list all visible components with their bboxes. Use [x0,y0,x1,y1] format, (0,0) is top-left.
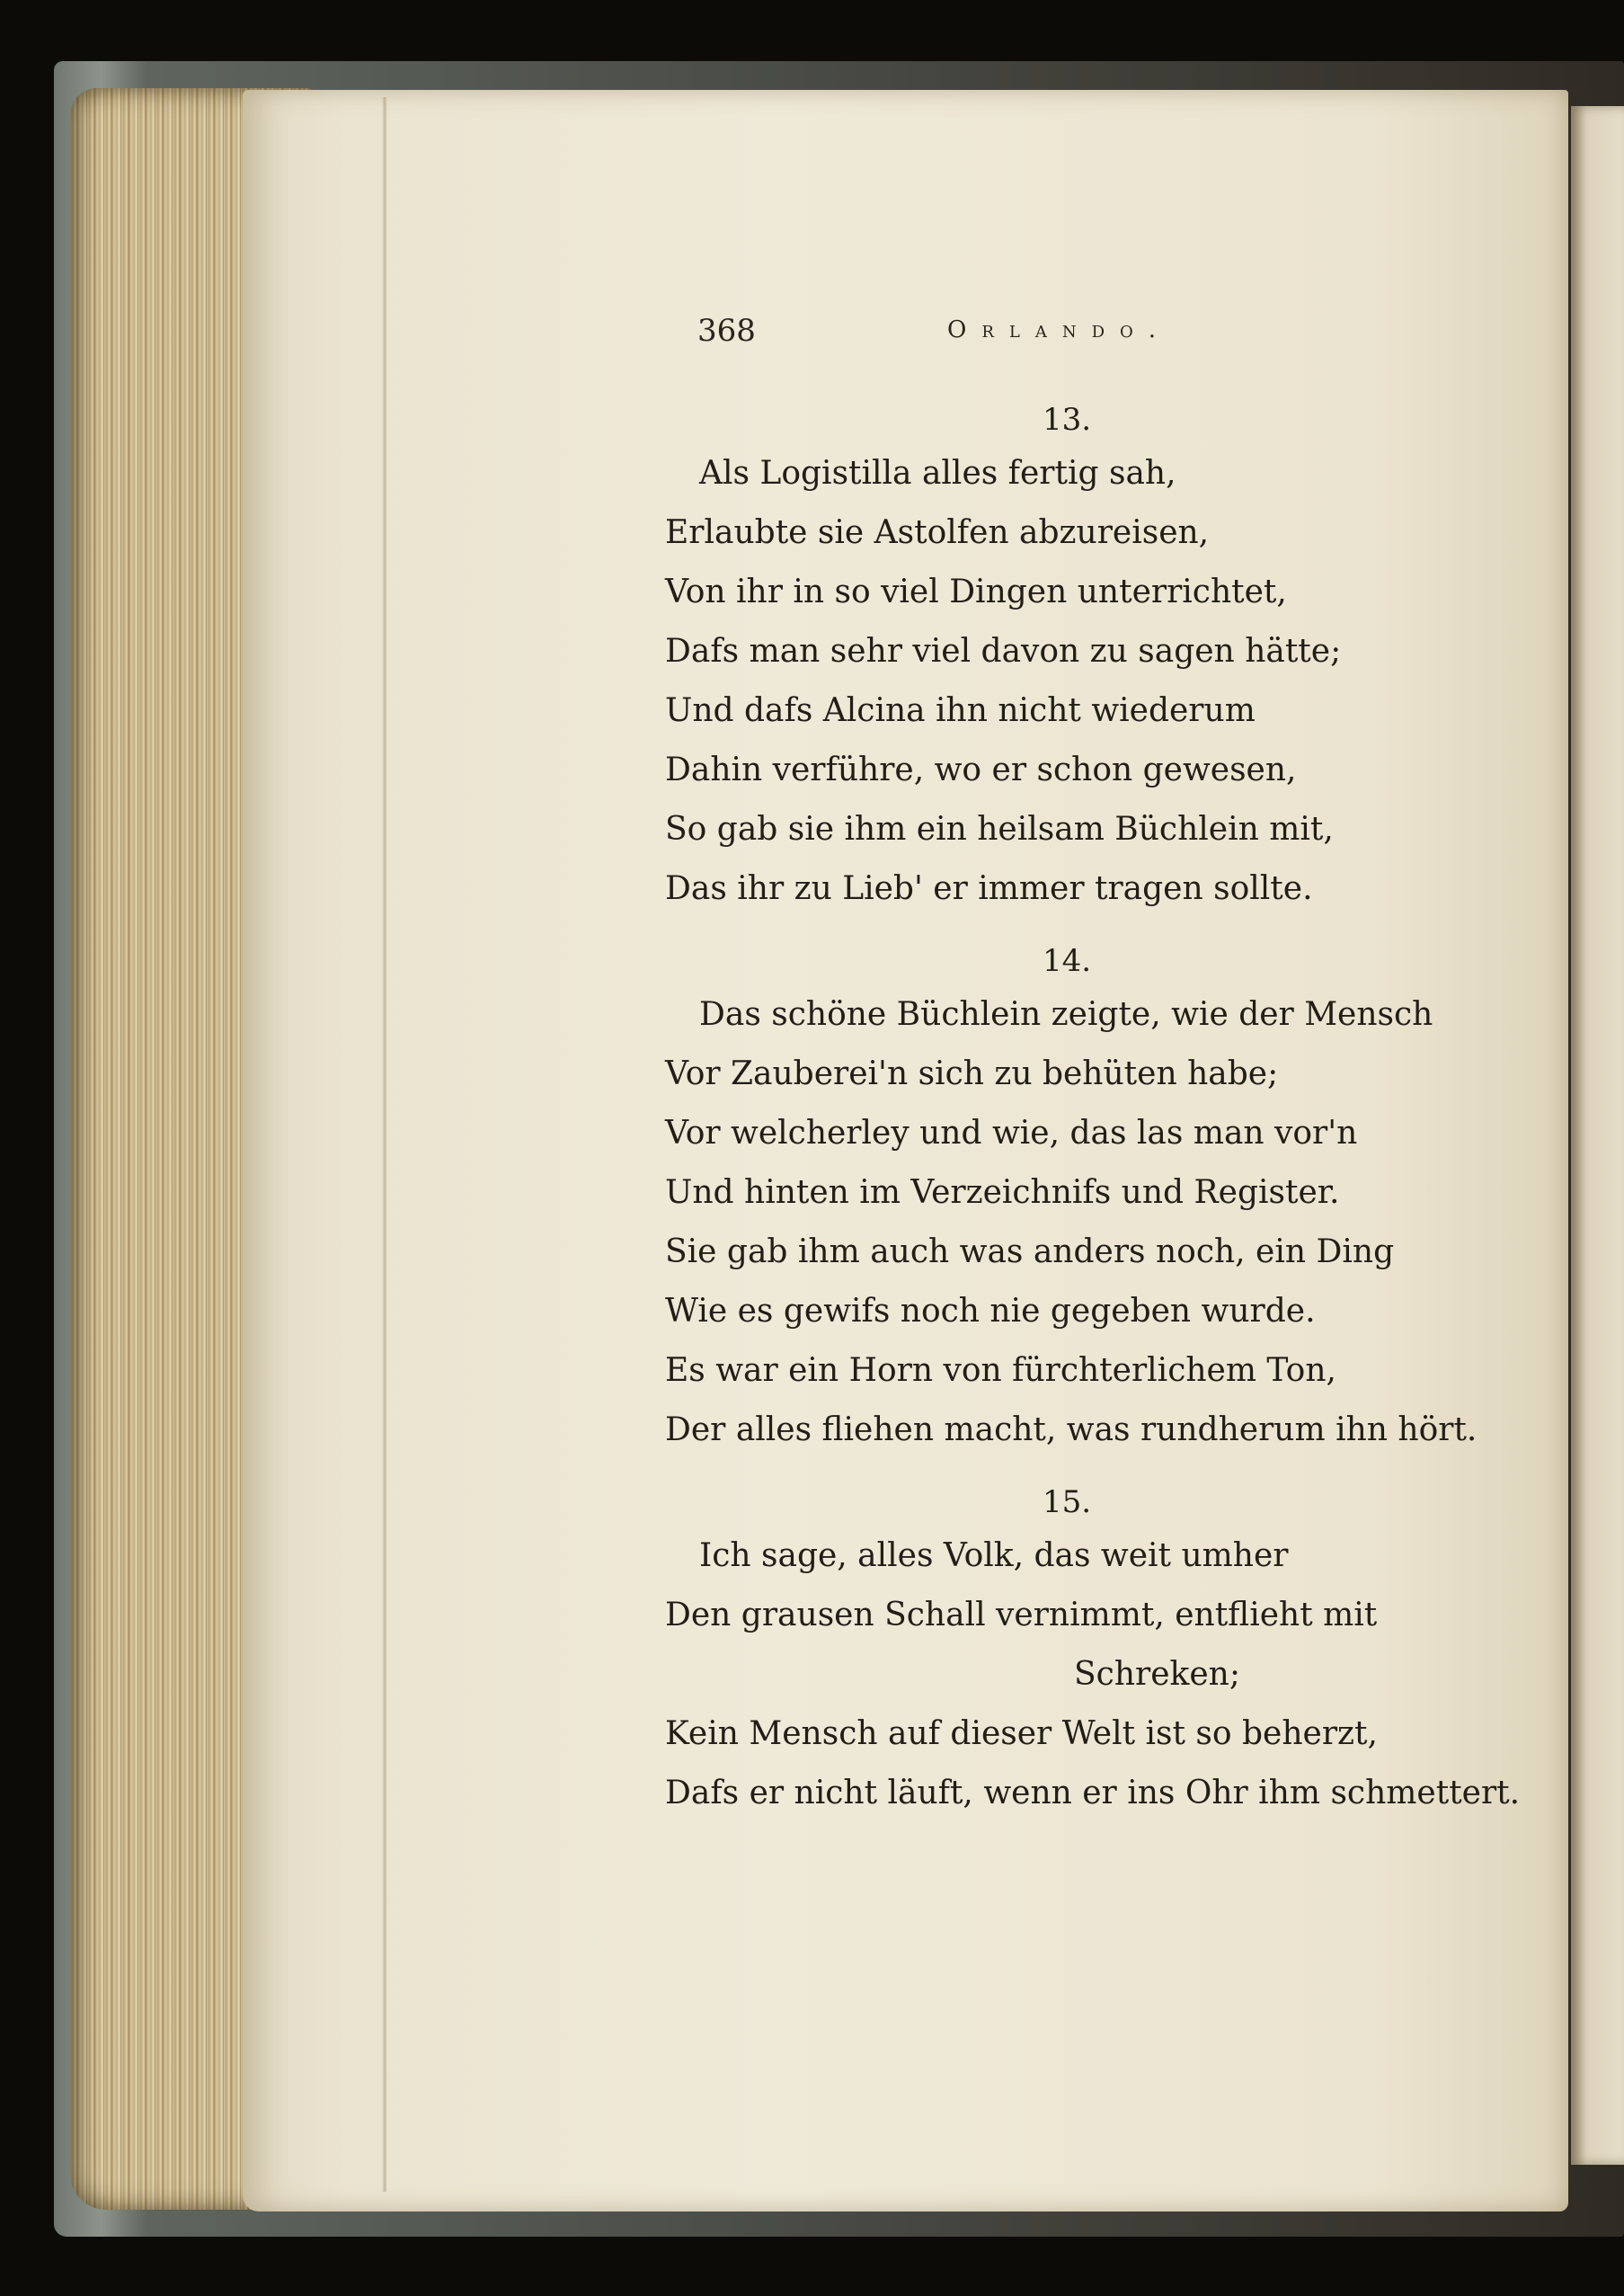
verse-line: Es war ein Horn von fürchterlichem Ton, [665,1352,1336,1389]
verse-line: Als Logistilla alles fertig sah, [699,455,1176,492]
stanza [665,937,1478,1460]
stanza-gap [665,1460,1456,1478]
verse-line: Erlaubte sie Astolfen abzureisen, [665,514,1210,551]
verse-line: Und dafs Alcina ihn nicht wiederum [665,692,1256,729]
verse-line: Vor Zauberei'n sich zu behüten habe; [665,1055,1279,1092]
verse-line: Dafs man sehr viel davon zu sagen hätte; [665,633,1342,670]
verse-line: Dahin verführe, wo er schon gewesen, [665,752,1297,788]
page-fold [382,97,387,2192]
verse-line: Von ihr in so viel Dingen unterrichtet, [665,574,1287,610]
page-number: 368 [697,313,756,349]
verse-line: Ich sage, alles Volk, das weit umher [699,1537,1289,1574]
facing-page-edge [1571,106,1624,2165]
verse-line: Das schöne Büchlein zeigte, wie der Mensch [699,996,1433,1033]
verse-line: Das ihr zu Lieb' er immer tragen sollte. [665,870,1313,907]
verse-line: Vor welcherley und wie, das las man vor'n [665,1115,1358,1152]
verse-line: So gab sie ihm ein heilsam Büchlein mit, [665,811,1334,848]
verse-line: Wie es gewifs noch nie gegeben wurde. [665,1293,1316,1330]
stanza-lines [665,985,1478,1460]
verse-line: Und hinten im Verzeichnifs und Register. [665,1174,1340,1211]
stanza-lines [665,1526,1521,1823]
stanza-number: 15. [1043,1484,1092,1520]
verse-line-runover: Schreken; [1074,1656,1240,1693]
stanza [665,1478,1521,1823]
running-title: Orlando. [947,316,1172,343]
poem-body [665,396,1521,1823]
verse-line: Den grausen Schall vernimmt, entflieht mit [665,1597,1378,1633]
verse-line: Sie gab ihm auch was anders noch, ein Ding [665,1233,1395,1270]
stanza-number: 13. [1043,402,1092,438]
stanza-gap [665,919,1456,937]
verse-line: Kein Mensch auf dieser Welt ist so beherzt, [665,1715,1378,1752]
verse-line: Der alles fliehen macht, was rundherum ihn hört. [665,1411,1478,1448]
stanza-lines [665,444,1456,919]
stanza-number: 14. [1043,943,1092,979]
verse-line: Dafs er nicht läuft, wenn er ins Ohr ihm schmettert. [665,1775,1521,1811]
stanza [665,396,1456,919]
